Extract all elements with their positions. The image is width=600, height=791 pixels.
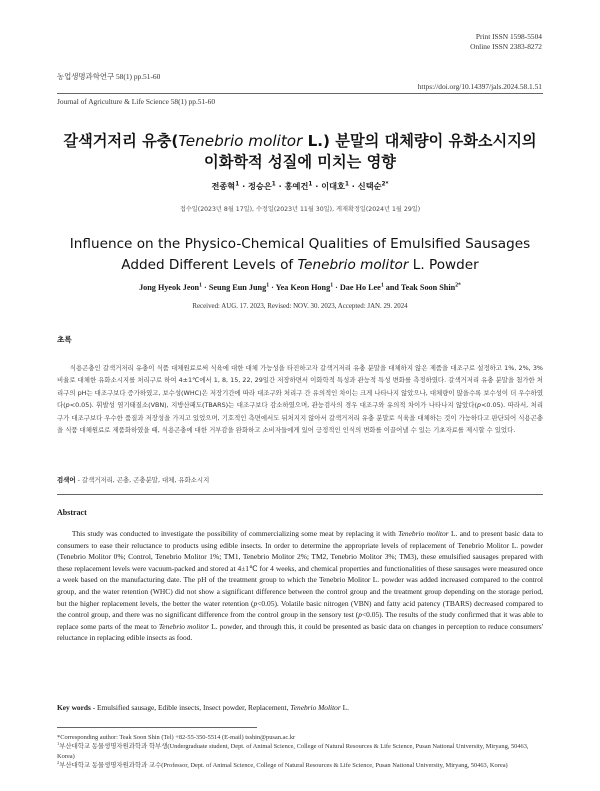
abstract-en-part: L. powder, and through this, it could be presented as basic data on changes in perception to reduce consumers' reluctance in replacing edible insects as food. (57, 621, 544, 643)
footnote-1-sup: 1 (57, 741, 60, 747)
author-en-5-sup: 2* (455, 282, 461, 289)
journal-en: Journal of Agriculture & Life Science 58(1) pp.51-60 (57, 97, 216, 106)
author-ko-3-sup: 1 (308, 181, 313, 188)
title-ko (40, 131, 560, 173)
author-ko-2: 정승은 (248, 181, 272, 191)
title-ko-post: L.) 분말의 대체량이 유화소시지의 (302, 132, 537, 150)
keywords-en (57, 703, 543, 712)
abstract-ko (57, 362, 543, 436)
issn-block (470, 32, 542, 51)
abstract-en-part: This study was conducted to investigate the possibility of commercializing some meat by replacing it with (71, 529, 399, 538)
title-ko-pre: 갈색거저리 유충( (63, 132, 179, 150)
section-rule (57, 494, 543, 495)
author-ko-2-sup: 1 (271, 181, 276, 188)
abstract-ko-part-b: <0.05). 휘발성 염기태질소(VBN), 지방산패도(TBARS)는 대조구보다 감소하였으며, 관능검사의 경우 대조구와 유의적 차이가 나타나지 않았다( (69, 401, 478, 410)
dates-en: Received: AUG. 17. 2023, Revised: NOV. 30. 2023, Accepted: JAN. 29. 2024 (192, 303, 408, 310)
header-rule (57, 93, 543, 94)
keywords-ko-text: 갈색거저리, 곤충, 곤충분말, 대체, 유화소시지 (81, 476, 210, 484)
footnote-2 (57, 761, 543, 770)
footnote-rule (57, 727, 257, 728)
journal-ko: 농업생명과학연구 58(1) pp.51-60 (57, 72, 161, 81)
print-issn: Print ISSN 1598-5504 (475, 32, 542, 41)
author-sep: · (278, 181, 282, 191)
author-sep: · (242, 181, 246, 191)
p-symbol: p (358, 610, 362, 620)
species-name: Tenebrio molitor (398, 529, 449, 538)
keywords-ko (57, 475, 543, 484)
keywords-en-text: Emulsified sausage, Edible insects, Insect powder, Replacement, (97, 703, 291, 712)
author-en-3-sup: 1 (330, 282, 334, 289)
doi-link[interactable]: https://doi.org/10.14397/jals.2024.58.1.51 (417, 82, 542, 91)
author-en-4: Dae Ho Lee (339, 283, 381, 292)
footnote-1 (57, 742, 543, 761)
author-en-1: Jong Hyeok Jeon (139, 283, 200, 292)
footnotes (57, 733, 543, 770)
abstract-ko-part-a: 식용곤충인 갈색거저리 유충이 식품 대체원료로써 식육에 대한 대체 가능성을 타진하고자 갈색거저리 유충 분말을 대체하지 않은 제품을 대조구로 설정하고 1%, 2%, 3% 비율로 대체한 유화소시지를 처리구로 하여 4±1℃에서 1, 8, 15, 22, 29일간 저장하면서 이화학적 특성과 관능적 특성 변화를 측정하였다. 갈색거저리 유충 분말을 첨가한 처리구의 pH는 대조구보다 증가하였고, 보수성(WHC)은 저장기간에 따라 대조구와 처리구 간 유의적인 차이는 크게 나타나지 않았으나, 대체량이 많을수록 보수성이 더 우수하였다( (57, 364, 543, 410)
authors-ko (40, 181, 560, 192)
author-and: and (385, 283, 399, 292)
author-en-5: Teak Soon Shin (400, 283, 456, 292)
author-ko-3: 홍예건 (284, 181, 309, 191)
species-name: Tenebrio molitor (158, 621, 210, 631)
authors-en (40, 283, 560, 292)
author-sep: · (271, 283, 274, 292)
author-ko-5: 신택순 (357, 181, 382, 191)
footnote-2-sup: 2 (57, 759, 60, 765)
author-sep: · (204, 283, 207, 292)
abstract-en-part: <0.05). Volatile basic nitrogen (VBN) and fatty acid patency (TBARS) decreased compared to the control group, and there was no significant difference from the control group in the sensory test ( (57, 598, 543, 620)
author-en-4-sup: 1 (380, 282, 384, 289)
author-en-2: Seung Eun Jung (208, 283, 267, 292)
title-ko-line2: 이화학적 성질에 미치는 영향 (204, 153, 396, 171)
p-symbol: p (65, 401, 70, 410)
dates-ko: 접수일(2023년 8월 17일), 수정일(2023년 11월 30일), 게재확정일(2024년 1월 29일) (179, 206, 421, 213)
title-en-post: L. Powder (408, 256, 479, 273)
author-sep: · (351, 181, 355, 191)
keywords-en-end: L. (340, 703, 349, 712)
keywords-en-label: Key words (57, 703, 91, 712)
footnote-1-text: 부산대학교 동물생명자원과학과 학부생(Undergraduate student, Dept. of Animal Science, College of Natural Resources & Life Science, Pusan National University, Miryang, 50463, Korea) (57, 743, 529, 760)
author-ko-4-sup: 1 (344, 181, 349, 188)
title-en (30, 234, 570, 275)
corresponding-author: *Corresponding author: Teak Soon Shin (Tel) +82-55-350-5514 (E-mail) tsshin@pusan.ac.kr (57, 734, 296, 741)
title-en-pre: Added Different Levels of (121, 256, 298, 273)
species-name: Tenebrio Molitor (290, 703, 341, 712)
keywords-dash: - (75, 476, 82, 484)
footnote-2-text: 부산대학교 동물생명자원과학과 교수(Professor, Dept. of Animal Science, College of Natural Resources & Life Science, Pusan National University, Miryang, 50463, Korea) (59, 761, 508, 769)
author-ko-4: 이대호 (321, 181, 345, 191)
abstract-ko-heading: 초록 (57, 335, 72, 344)
abstract-en (57, 528, 543, 644)
author-sep: · (335, 283, 338, 292)
abstract-en-part: <0.05). The results of the study confirmed that it was able to replace some parts of the meat to (57, 610, 544, 631)
title-en-line1: Influence on the Physico-Chemical Qualities of Emulsified Sausages (69, 236, 531, 252)
title-en-italic: Tenebrio molitor (297, 256, 409, 273)
keywords-dash: - (90, 703, 98, 712)
online-issn: Online ISSN 2383-8272 (470, 41, 542, 51)
author-ko-1-sup: 1 (235, 181, 240, 188)
author-en-1-sup: 1 (199, 282, 202, 289)
author-ko-1: 전종혁 (211, 181, 236, 191)
title-ko-italic: Tenebrio molitor (178, 132, 303, 150)
author-sep: · (315, 181, 319, 191)
p-symbol: p (253, 598, 258, 608)
author-en-2-sup: 1 (266, 282, 270, 289)
abstract-en-part: L. and to present basic data to consumers to ease their reluctance to products using edible insects. In order to determine the appropriate levels of replacement of Tenebrio Molitor L. powder (Tenebrio Molitor 0%; Control, Tenebrio Molitor 1%; TM1, Tenebrio Molitor 2%; TM2, Tenebrio Molitor 3%; TM3), these emulsified sausages prepared with these replacement levels were vacuum-packed and stored at 4±1℃ for 4 weeks, and chemical properties and functionalities of these sausages were measured once a week based on the manufacturing date. The pH of the treatment group to which the Tenebrio Molitor L. powder was added increased compared to the control group, and the water retention (WHC) did not show a significant difference between the control group and the treatment group depending on the storage period, but the higher replacement levels, the better the water retention ( (57, 529, 544, 608)
abstract-en-heading: Abstract (57, 508, 87, 517)
abstract-ko-part-c: <0.05). 따라서, 처리구가 대조구보다 우수한 품질과 저장성을 가지고 있었으며, 기호적인 측면에서도 뒤처지지 않아서 갈색거저리 유충 분말로 식육을 대체하는 것이 가능하다고 판단되어 식용곤충을 식품 대체원료로 제품화하였을 때, 식용곤충에 대한 거부감을 완화하고 소비자들에게 있어 긍정적인 인식의 변화를 이끌어낼 수 있는 기초자료를 제시할 수 있었다. (57, 401, 543, 435)
p-symbol: p (477, 401, 482, 410)
author-ko-5-sup: 2* (381, 181, 389, 188)
keywords-ko-label: 검색어 (57, 476, 76, 484)
author-en-3: Yea Keon Hong (275, 283, 331, 292)
